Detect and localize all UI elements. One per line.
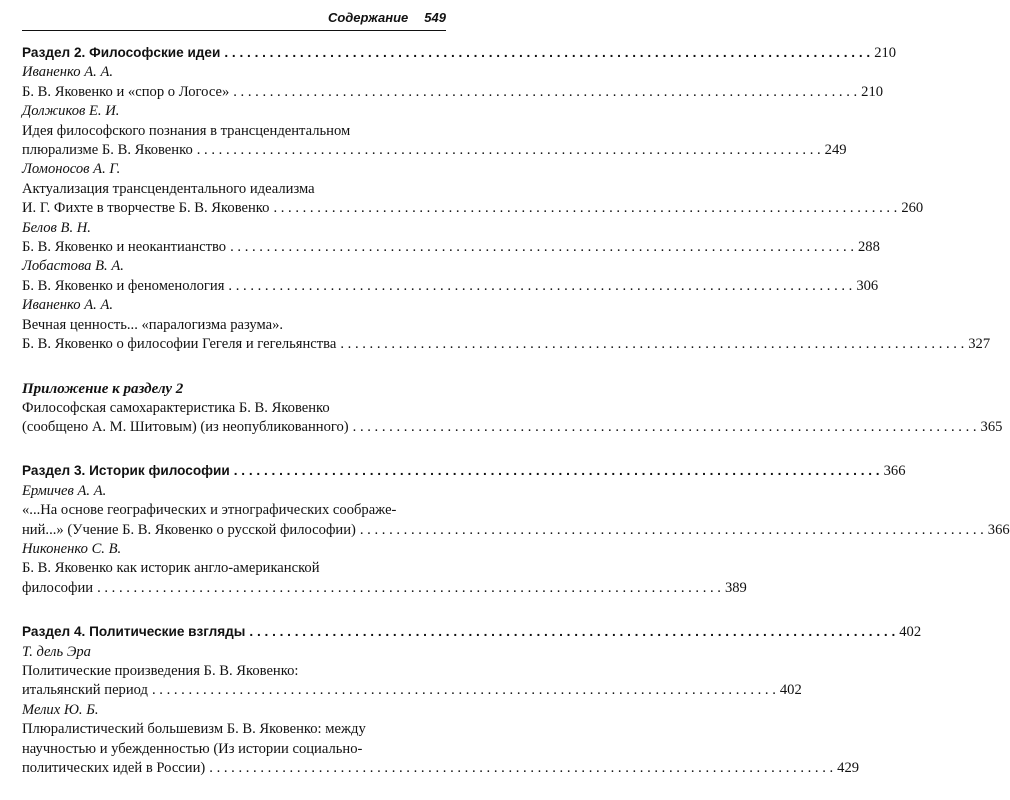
entry-title: политических идей в России) xyxy=(22,760,206,776)
section-4 xyxy=(22,622,922,778)
entry-author: Лобастова В. А. xyxy=(22,258,124,275)
entry-author: Ломоносов А. Г. xyxy=(22,161,121,178)
toc-entry[interactable] xyxy=(22,219,880,258)
entry-page: 260 xyxy=(901,200,924,217)
entry-title: Актуализация трансцендентального идеализма xyxy=(22,180,315,197)
toc-entry[interactable] xyxy=(22,540,747,598)
toc-entry[interactable] xyxy=(22,160,924,218)
entry-page: 389 xyxy=(724,579,747,596)
entry-page: 366 xyxy=(987,521,1010,538)
entry-title: Философская самохарактеристика Б. В. Яковенко xyxy=(22,399,330,416)
toc-entry[interactable] xyxy=(22,102,847,160)
entry-title: (сообщено А. М. Шитовым) (из неопубликованного) xyxy=(22,418,349,435)
section-3-heading[interactable]: Раздел 3. Историк философии . . . 366 xyxy=(22,461,446,481)
entry-title: «...На основе географических и этнографических соображе- xyxy=(22,502,397,519)
section-4-heading[interactable]: Раздел 4. Политические взгляды . . . 402 xyxy=(22,622,446,642)
toc-entry[interactable] xyxy=(22,296,991,354)
appendix-heading: Приложение к разделу 2 xyxy=(22,380,184,397)
running-head-page-number: 549 xyxy=(424,10,446,25)
section-2 xyxy=(22,43,991,355)
entry-author: Ермичев А. А. xyxy=(22,482,107,499)
entry-page: 249 xyxy=(824,142,847,159)
toc-page xyxy=(22,10,1010,778)
entry-page: 306 xyxy=(856,277,879,294)
appendix[interactable] xyxy=(22,379,1003,438)
entry-title: Плюралистический большевизм Б. В. Яковенко: между xyxy=(22,721,366,738)
entry-title: Вечная ценность... «паралогизма разума». xyxy=(22,316,284,333)
running-head xyxy=(22,10,446,31)
entry-title: Идея философского познания в трансцендентальном xyxy=(22,122,351,139)
toc-entry[interactable] xyxy=(22,643,802,701)
entry-page: 210 xyxy=(861,83,884,100)
entry-title: философии xyxy=(22,579,94,596)
entry-title: Б. В. Яковенко и «спор о Логосе» xyxy=(22,83,230,100)
entry-title: И. Г. Фихте в творчестве Б. В. Яковенко xyxy=(22,200,270,217)
entry-author: Должиков Е. И. xyxy=(22,103,120,120)
entry-title: ний...» (Учение Б. В. Яковенко о русской философии) xyxy=(22,521,356,538)
toc-entry[interactable] xyxy=(22,257,879,296)
section-3 xyxy=(22,461,1010,598)
toc-entry[interactable] xyxy=(22,701,860,779)
entry-title: Б. В. Яковенко и феноменология xyxy=(22,277,225,294)
entry-title: Б. В. Яковенко и неокантианство xyxy=(22,239,227,256)
entry-page: 402 xyxy=(779,682,802,699)
entry-author: Никоненко С. В. xyxy=(22,540,122,557)
entry-page: 327 xyxy=(968,336,991,353)
entry-page: 365 xyxy=(980,418,1003,435)
entry-title: научностью и убежденностью (Из истории социально- xyxy=(22,740,363,757)
entry-title: Политические произведения Б. В. Яковенко: xyxy=(22,662,299,679)
entry-author: Мелих Ю. Б. xyxy=(22,701,99,718)
entry-page: 288 xyxy=(857,239,880,256)
toc-entry[interactable] xyxy=(22,63,884,102)
entry-author: Белов В. Н. xyxy=(22,219,91,236)
entry-title: Б. В. Яковенко о философии Гегеля и гегельянства xyxy=(22,336,337,353)
toc-entry[interactable] xyxy=(22,482,1010,540)
entry-author: Иваненко А. А. xyxy=(22,64,114,81)
entry-author: Т. дель Эра xyxy=(22,643,91,660)
entry-title: Б. В. Яковенко как историк англо-американской xyxy=(22,560,320,577)
section-2-heading[interactable]: Раздел 2. Философские идеи . . . 210 xyxy=(22,43,446,63)
entry-page: 429 xyxy=(837,760,860,776)
entry-title: плюрализме Б. В. Яковенко xyxy=(22,142,193,159)
running-head-title: Содержание xyxy=(327,10,409,25)
entry-author: Иваненко А. А. xyxy=(22,297,114,314)
entry-title: итальянский период xyxy=(22,682,148,699)
